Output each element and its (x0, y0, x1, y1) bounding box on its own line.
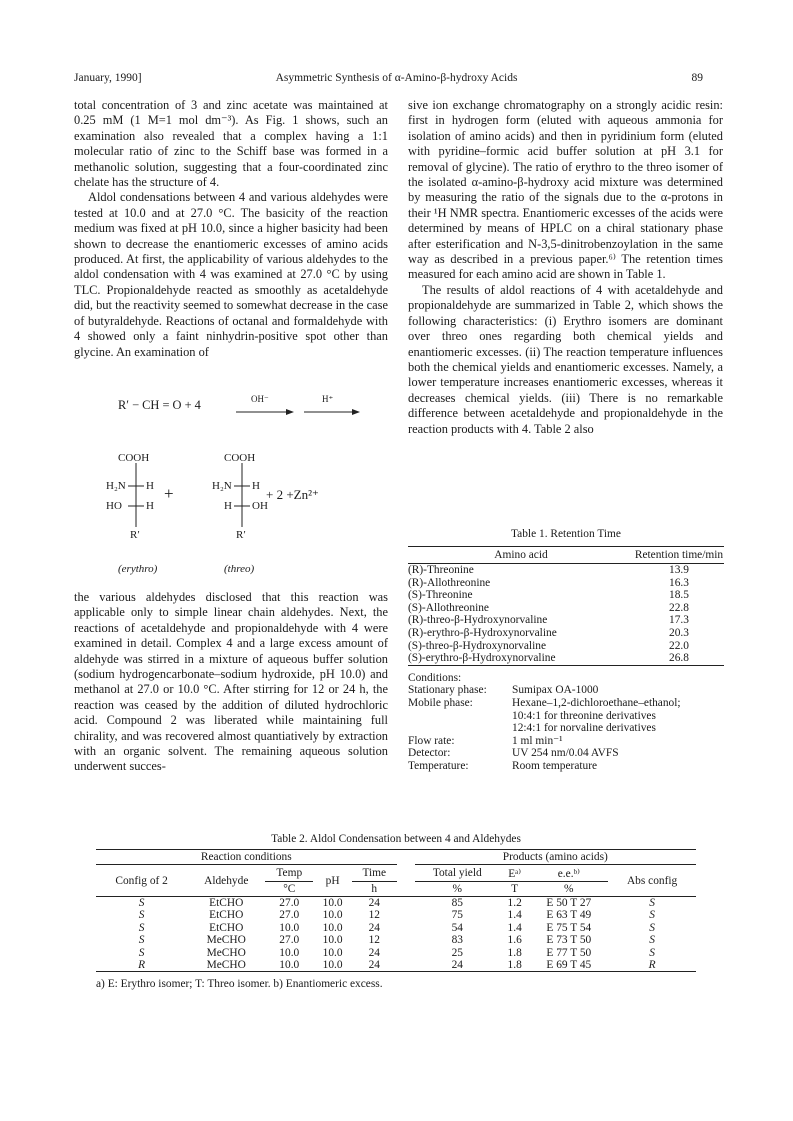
table-cell: S (138, 921, 145, 934)
table-cell: E 50 T 27 (546, 897, 592, 909)
table-cell: 1.4 (507, 921, 522, 934)
table-header: Temp (265, 865, 313, 882)
amino-acid-cell: (S)-Allothreonine (408, 601, 489, 614)
table-cell: E 73 T 50 (546, 934, 592, 947)
table-header: Eᵃ⁾ (500, 865, 529, 882)
table-cell: 25 (451, 946, 463, 959)
h-label: H (146, 480, 154, 492)
h-label: H (224, 500, 232, 512)
reactant-label: R′ − CH = O + 4 (118, 398, 201, 412)
table-cell: MeCHO (206, 934, 246, 947)
condition-row (408, 760, 724, 773)
group-header-conditions: Reaction conditions (96, 850, 397, 865)
retention-time-cell: 18.5 (669, 589, 689, 602)
table-header: Retention time/min (634, 549, 724, 561)
table-cell: 10.0 (322, 959, 343, 972)
table-header: Aldehyde (204, 874, 249, 887)
plus-sign: + (164, 484, 174, 503)
condition-value: 1 ml min⁻¹ (512, 734, 563, 747)
spacer-cell (397, 922, 415, 934)
conditions-title: Conditions: (408, 671, 462, 684)
table-row (408, 640, 724, 653)
amine-label: H₂N (212, 480, 232, 492)
table-row (96, 934, 696, 946)
retention-time-cell: 13.9 (669, 564, 689, 576)
arrowhead (352, 409, 360, 415)
unit-label: h (371, 883, 378, 895)
running-header-title: Asymmetric Synthesis of α-Amino-β-hydroxy Acids (275, 72, 518, 84)
amino-acid-cell: (R)-Allothreonine (408, 576, 491, 589)
table-row (96, 909, 696, 921)
table-cell: 27.0 (279, 909, 300, 922)
condition-key (408, 710, 512, 723)
aldol-condensation-table (96, 849, 696, 972)
erythro-label: (erythro) (118, 563, 158, 575)
unit-label: °C (283, 883, 296, 895)
condition-key: Mobile phase: (408, 696, 473, 709)
condition-value: 12:4:1 for norvaline derivatives (512, 722, 656, 735)
paragraph: Aldol condensations between 4 and various aldehydes were tested at 10.0 and at 27.0 °C. The basicity of the reaction medium was fixed at pH 10.0, since a higher basicity had been shown to decrease the enantiomeric excesses of amino acids produced. At first, the applicability of various aldehydes to the aldol condensation with 4 was examined at 27.0 °C by using TLC. Propionaldehyde reacted as smoothly as acetaldehyde did, but the reactivity seemed to somewhat decrease in the case of butyraldehyde. Reactions of octanal and formaldehyde with 4 showed only a faint ninhydrin-positive spot other than glycine. An examination of (74, 190, 388, 359)
table-cell: 24 (368, 921, 380, 934)
retention-time-table (408, 546, 724, 666)
table-cell: 27.0 (279, 897, 300, 909)
table-cell: 83 (451, 934, 463, 947)
table-cell: R (648, 959, 656, 972)
condition-key: Stationary phase: (408, 684, 487, 697)
condition-key: Temperature: (408, 759, 469, 772)
amino-acid-cell: (R)-Threonine (408, 564, 474, 576)
arrow-label-oh: OH⁻ (251, 394, 269, 404)
paragraph: The results of aldol reactions of 4 with acetaldehyde and propionaldehyde are summarized in Table 2, which shows the following characteristics: (i) Erythro isomers are dominant over threo ones regarding both chemical yields and enantiomeric excesses. (ii) The reaction temperature influences both the chemical yields and enantiomeric excesses. Namely, a lower temperature increases enantiomeric excesses, whereas it decreases chemical yields. (iii) There is no remarkable difference between acetaldehyde and propionaldehyde in the reaction products with 4. Table 2 also (408, 282, 723, 436)
table-row (408, 652, 724, 665)
table-cell: S (649, 934, 655, 947)
table-cell: 1.8 (507, 959, 522, 972)
table-2 (96, 833, 696, 990)
spacer-cell (397, 897, 415, 910)
condition-value: UV 254 nm/0.04 AVFS (512, 747, 619, 760)
h-label: H (252, 480, 260, 492)
unit-label: T (511, 883, 519, 895)
paragraph: the various aldehydes disclosed that this reaction was applicable only to simple linear chain aldehydes. Next, the reactions of acetaldehyde and propionaldehyde with 4 were examined in detail. Complex 4 and a large excess amount of aldehyde was stirred in a mixture of aqueous buffer solution (sodium hydrogencarbonate–sodium hydroxide, pH 10.0) and methanol at 27.0 or 10.0 °C. After stirring for 12 or 24 h, the reaction was ceased by the addition of diluted hydrochloric acid. Compound 2 was liberated while maintaining full chirality, and was recovered almost quantiatively by extraction with an organic solvent. The remaining aqueous solution underwent succes- (74, 590, 388, 774)
table-1-conditions (408, 672, 724, 773)
h-label: H (146, 500, 154, 512)
table-row (408, 627, 724, 640)
condition-value: Sumipax OA-1000 (512, 684, 599, 697)
table-cell: 10.0 (279, 921, 300, 934)
paragraph: total concentration of 3 and zinc acetate was maintained at 0.25 mM (1 M=1 mol dm⁻³). As Fig. 1 shows, such an examination also revealed that a complex having a 1:1 molecular ratio of zinc to the Schiff base was formed in a methanolic solution, suggesting that a four-coordinated zinc chelate has the structure of 4. (74, 98, 388, 190)
unit-label: % (564, 883, 574, 895)
reaction-scheme (74, 394, 388, 580)
table-cell: E 77 T 50 (546, 946, 592, 959)
table-1-caption: Table 1. Retention Time (511, 528, 621, 540)
spacer-cell (397, 959, 415, 972)
scheme-byproducts: + 2 +Zn²⁺ (266, 487, 319, 502)
r-group-label: R′ (130, 529, 140, 541)
table-cell: 10.0 (322, 897, 343, 909)
retention-time-cell: 26.8 (669, 652, 689, 665)
table-row (408, 602, 724, 615)
paragraph: sive ion exchange chromatography on a strongly acidic resin: first in hydrogen form (eluted with aqueous ammonia for isolation of amino acids) and then in pyridinium form (eluted with pyridine–formic acid buffer solution at pH 3.1 for removal of glycine). The ratio of erythro to the threo isomer of the isolated α-amino-β-hydroxy acid mixture was determined by measuring the ratio of the signals due to the α-protons in their ¹H NMR spectra. Enantiomeric excesses of the acids were determined by means of HPLC on a chiral stationary phase after esterification and N-3,5-dinitrobenzoylation in the same way as described in a previous paper.⁶⁾ The retention times measured for each amino acid are shown in Table 1. (408, 98, 723, 282)
table-cell: 1.6 (507, 934, 522, 947)
table-cell: 24 (368, 946, 380, 959)
condition-value: 10:4:1 for threonine derivatives (512, 709, 656, 722)
condition-row (408, 735, 724, 748)
amino-acid-cell: (S)-threo-β-Hydroxynorvaline (408, 639, 547, 652)
retention-time-cell: 17.3 (669, 614, 689, 627)
table-row (408, 564, 724, 577)
table-cell: 75 (451, 909, 463, 922)
hydroxyl-label: HO (106, 500, 122, 512)
condition-key: Detector: (408, 747, 451, 760)
table-cell: 24 (368, 897, 380, 909)
table-cell: S (649, 921, 655, 934)
table-1 (408, 528, 724, 773)
spacer-cell (397, 934, 415, 946)
table-cell: EtCHO (209, 909, 244, 922)
table-cell: 85 (451, 897, 463, 909)
condition-value: Room temperature (512, 759, 598, 772)
r-group-label: R′ (236, 529, 246, 541)
table-header: Config of 2 (115, 874, 168, 887)
condition-row (408, 710, 724, 723)
retention-time-cell: 22.0 (669, 639, 689, 652)
unit-label: % (452, 883, 462, 895)
spacer-cell (397, 947, 415, 959)
table-cell: E 63 T 49 (546, 909, 592, 922)
table-cell: 10.0 (279, 959, 300, 972)
threo-label: (threo) (224, 563, 255, 575)
table-row (96, 959, 696, 972)
table-cell: 10.0 (322, 946, 343, 959)
table-cell: EtCHO (209, 897, 244, 909)
running-header-date: January, 1990] (74, 72, 142, 84)
table-cell: 27.0 (279, 934, 300, 947)
table-cell: 54 (451, 921, 463, 934)
table-cell: S (138, 909, 145, 922)
left-column-top (74, 98, 388, 360)
table-cell: 10.0 (322, 934, 343, 947)
table-header: Total yield (415, 865, 500, 882)
table-row (96, 922, 696, 934)
amino-acid-cell: (S)-erythro-β-Hydroxynorvaline (408, 652, 556, 665)
table-cell: 1.4 (507, 909, 522, 922)
table-cell: S (138, 946, 145, 959)
table-cell: MeCHO (206, 946, 246, 959)
table-cell: 10.0 (279, 946, 300, 959)
table-row (96, 947, 696, 959)
table-2-footnote: a) E: Erythro isomer; T: Threo isomer. b) Enantiomeric excess. (96, 978, 383, 991)
table-cell: R (138, 959, 146, 972)
arrow-label-h: H⁺ (322, 394, 334, 404)
table-cell: S (649, 946, 655, 959)
table-cell: 12 (368, 934, 380, 947)
retention-time-cell: 20.3 (669, 626, 689, 639)
amino-acid-cell: (R)-erythro-β-Hydroxynorvaline (408, 626, 557, 639)
condition-key (408, 722, 512, 735)
spacer-cell (397, 909, 415, 921)
page-number: 89 (691, 72, 703, 84)
table-cell: E 75 T 54 (546, 921, 592, 934)
table-header: Abs config (626, 874, 678, 887)
table-row (96, 897, 696, 910)
condition-row (408, 697, 724, 710)
table-2-caption: Table 2. Aldol Condensation between 4 and Aldehydes (271, 833, 521, 845)
table-cell: 12 (368, 909, 380, 922)
condition-row (408, 747, 724, 760)
cooh-label: COOH (118, 452, 150, 464)
retention-time-cell: 22.8 (669, 601, 689, 614)
table-header: Amino acid (494, 549, 548, 561)
table-header: Time (352, 865, 397, 882)
table-cell: MeCHO (206, 959, 246, 972)
table-row (408, 577, 724, 590)
cooh-label: COOH (224, 452, 256, 464)
left-column-bottom (74, 590, 388, 775)
table-header: e.e.ᵇ⁾ (529, 865, 608, 882)
table-row (408, 589, 724, 602)
table-cell: S (138, 897, 145, 909)
table-header: pH (325, 874, 340, 887)
table-cell: EtCHO (209, 921, 244, 934)
table-cell: 1.8 (507, 946, 522, 959)
condition-row (408, 684, 724, 697)
table-cell: 10.0 (322, 909, 343, 922)
table-cell: 10.0 (322, 921, 343, 934)
table-cell: 24 (368, 959, 380, 972)
table-cell: E 69 T 45 (546, 959, 592, 972)
table-cell: S (649, 909, 655, 922)
condition-value: Hexane–1,2-dichloroethane–ethanol; (512, 696, 681, 709)
group-header-products: Products (amino acids) (415, 850, 696, 865)
table-cell: S (649, 897, 655, 909)
table-row (408, 614, 724, 627)
table-cell: 24 (451, 959, 463, 972)
condition-key: Flow rate: (408, 734, 455, 747)
condition-row (408, 722, 724, 735)
table-cell: 1.2 (507, 897, 522, 909)
amino-acid-cell: (R)-threo-β-Hydroxynorvaline (408, 614, 548, 627)
retention-time-cell: 16.3 (669, 576, 689, 589)
right-column (408, 98, 723, 437)
hydroxyl-label: OH (252, 500, 268, 512)
arrowhead (286, 409, 294, 415)
amine-label: H₂N (106, 480, 126, 492)
table-cell: S (138, 934, 145, 947)
amino-acid-cell: (S)-Threonine (408, 589, 473, 602)
